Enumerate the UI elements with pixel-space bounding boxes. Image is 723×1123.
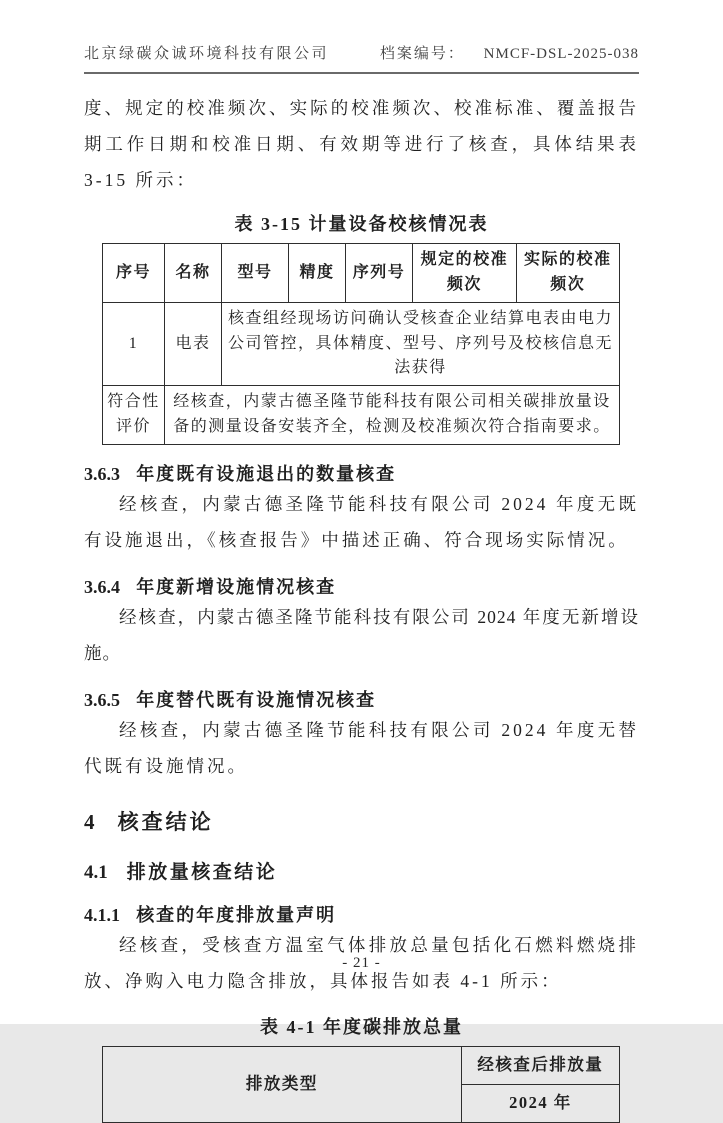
section-number: 3.6.3 [84, 463, 120, 484]
verified-emission-header: 经核查后排放量 [461, 1047, 619, 1085]
col-header-seq: 序号 [103, 244, 165, 303]
conformity-note: 经核查，内蒙古德圣隆节能科技有限公司相关碳排放量设备的测量设备安装齐全，检测及校准频次符合指南要求。 [165, 386, 620, 445]
device-name: 电表 [165, 302, 222, 385]
section-number: 3.6.5 [84, 689, 120, 710]
section-number: 4.1.1 [84, 905, 120, 925]
table-3-15-header-row [103, 244, 620, 303]
section-title: 年度既有设施退出的数量核查 [136, 463, 397, 484]
section-title: 核查的年度排放量声明 [136, 905, 337, 925]
section-title: 年度新增设施情况核查 [136, 576, 337, 597]
section-heading-3-6-5 [84, 686, 639, 712]
device-seq: 1 [103, 302, 165, 385]
section-number: 4.1 [84, 862, 108, 883]
intro-paragraph: 度、规定的校准频次、实际的校准频次、校准标准、覆盖报告期工作日期和校准日期、有效期等进行了核查，具体结果表 3-15 所示： [84, 98, 639, 191]
chapter-number: 4 [84, 810, 95, 834]
table-4-1 [102, 1046, 620, 1123]
section-body-3-6-5: 经核查，内蒙古德圣隆节能科技有限公司 2024 年度无替代既有设施情况。 [84, 719, 639, 776]
col-header-precision: 精度 [289, 244, 346, 303]
col-header-model: 型号 [221, 244, 288, 303]
page-number: - 21 - [342, 955, 381, 971]
section-heading-4-1-1 [84, 901, 639, 927]
section-title: 年度替代既有设施情况核查 [136, 689, 377, 710]
col-header-required-freq: 规定的校准频次 [413, 244, 516, 303]
table-row-conformity [103, 386, 620, 445]
section-heading-4-1 [84, 857, 639, 884]
section-title: 排放量核查结论 [126, 862, 278, 883]
chapter-heading-4 [84, 806, 639, 836]
col-header-actual-freq: 实际的校准频次 [516, 244, 619, 303]
year-header: 2024 年 [461, 1084, 619, 1122]
section-body-3-6-4: 经核查，内蒙古德圣隆节能科技有限公司 2024 年度无新增设施。 [84, 606, 639, 663]
section-heading-3-6-3 [84, 460, 639, 486]
file-number-label: 档案编号： [379, 46, 465, 62]
conformity-label: 符合性评价 [103, 386, 165, 445]
device-note: 核查组经现场访问确认受核查企业结算电表由电力公司管控，具体精度、型号、序列号及校核信息无法获得 [221, 302, 619, 385]
file-number [380, 42, 639, 63]
table-4-1-row-top [103, 1047, 620, 1085]
section-number: 3.6.4 [84, 576, 120, 597]
section-body-3-6-3: 经核查，内蒙古德圣隆节能科技有限公司 2024 年度无既有设施退出，《核查报告》中描述正确、符合现场实际情况。 [84, 493, 639, 550]
emission-type-header: 排放类型 [103, 1047, 462, 1123]
chapter-title: 核查结论 [117, 810, 214, 834]
file-number-value: NMCF-DSL-2025-038 [483, 46, 639, 62]
section-body-4-1-1: 经核查，受核查方温室气体排放总量包括化石燃料燃烧排放、净购入电力隐含排放，具体报告如表 4-1 所示： [84, 935, 639, 992]
table-4-1-caption: 表 4-1 年度碳排放总量 [260, 1017, 463, 1038]
table-row-device [103, 302, 620, 385]
table-3-15 [102, 243, 620, 445]
col-header-serial: 序列号 [345, 244, 412, 303]
col-header-name: 名称 [165, 244, 222, 303]
company-name: 北京绿碳众诚环境科技有限公司 [84, 46, 330, 62]
table-3-15-caption: 表 3-15 计量设备校核情况表 [234, 214, 489, 235]
section-heading-3-6-4 [84, 573, 639, 599]
page-header [84, 42, 639, 74]
